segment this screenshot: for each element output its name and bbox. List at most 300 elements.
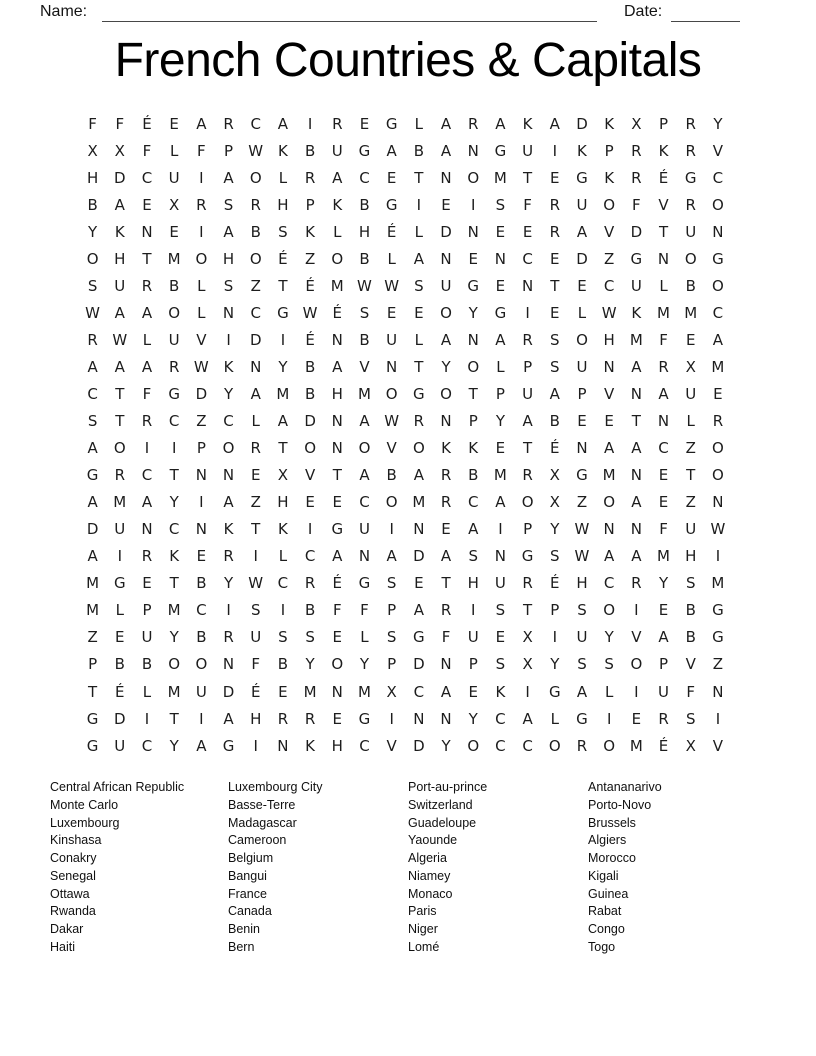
word-list-item: Congo (588, 922, 625, 936)
grid-letter: E (550, 168, 560, 187)
grid-letter: R (468, 114, 479, 133)
grid-letter: R (413, 412, 425, 431)
grid-letter: R (549, 222, 560, 241)
word-column (50, 779, 184, 957)
grid-letter: P (387, 601, 397, 620)
grid-letter: T (278, 276, 288, 295)
grid-letter: L (414, 114, 424, 133)
grid-letter: P (142, 601, 152, 620)
grid-letter: E (250, 466, 261, 485)
grid-letter: A (250, 384, 261, 403)
word-list-item: Monte Carlo (50, 797, 119, 812)
grid-letter: O (249, 249, 262, 268)
grid-letter: G (494, 303, 507, 322)
grid-letter: O (168, 655, 181, 674)
grid-letter: A (114, 195, 125, 214)
grid-letter: N (440, 412, 452, 431)
grid-letter: I (389, 709, 394, 728)
grid-letter: É (142, 114, 152, 133)
grid-letter: M (711, 357, 725, 376)
grid-letter: I (525, 682, 530, 701)
grid-letter: D (114, 168, 126, 187)
grid-letter: X (685, 357, 696, 376)
grid-letter: B (359, 195, 370, 214)
grid-letter: S (550, 547, 560, 566)
grid-letter: N (467, 141, 479, 160)
grid-letter: H (576, 574, 588, 593)
grid-letter: Y (441, 357, 451, 376)
grid-letter: B (386, 466, 397, 485)
grid-letter: E (142, 195, 152, 214)
grid-letter: N (358, 547, 371, 566)
grid-letter: B (304, 357, 316, 376)
grid-letter: P (387, 655, 397, 674)
grid-letter: E (495, 628, 506, 647)
grid-letter: O (548, 736, 561, 755)
grid-letter: N (657, 412, 670, 431)
grid-letter: A (141, 357, 153, 376)
grid-letter: U (114, 520, 126, 539)
grid-letter: R (631, 168, 642, 187)
grid-letter: E (386, 303, 397, 322)
grid-letter: T (115, 384, 125, 403)
grid-letter: I (471, 195, 476, 214)
grid-letter: R (114, 466, 125, 485)
grid-letter: R (522, 466, 533, 485)
grid-letter: E (495, 222, 506, 241)
grid-letter: E (550, 249, 560, 268)
grid-letter: E (278, 682, 288, 701)
grid-letter: E (604, 412, 614, 431)
grid-letter: E (332, 493, 343, 512)
word-list-item: Morocco (588, 851, 636, 865)
grid-letter: F (441, 628, 451, 647)
grid-letter: O (603, 493, 616, 512)
word-list-item: Kigali (588, 868, 619, 883)
grid-letter: C (603, 574, 615, 593)
grid-letter: D (195, 384, 208, 403)
grid-letter: N (141, 520, 153, 539)
grid-letter: R (440, 466, 452, 485)
grid-letter: Z (712, 655, 724, 674)
grid-letter: G (113, 574, 126, 593)
grid-letter: I (634, 601, 639, 620)
grid-letter: A (223, 168, 234, 187)
grid-letter: A (277, 412, 289, 431)
grid-letter: G (222, 736, 235, 755)
grid-letter: K (522, 114, 533, 133)
grid-letter: E (441, 520, 451, 539)
grid-letter: T (686, 466, 696, 485)
grid-letter: W (302, 303, 318, 322)
grid-letter: I (715, 547, 721, 566)
grid-letter: M (357, 384, 371, 403)
grid-letter: E (142, 574, 152, 593)
grid-letter: U (658, 682, 670, 701)
grid-letter: P (468, 655, 478, 674)
grid-letter: K (441, 439, 451, 458)
grid-letter: U (114, 276, 126, 295)
grid-letter: A (604, 547, 615, 566)
grid-letter: E (522, 222, 533, 241)
grid-letter: É (305, 330, 315, 349)
grid-letter: X (549, 493, 560, 512)
grid-letter: B (87, 195, 98, 214)
grid-letter: M (684, 303, 698, 322)
grid-letter: B (250, 222, 261, 241)
grid-letter: U (685, 520, 697, 539)
grid-letter: M (167, 682, 181, 701)
date-blank-line (671, 1, 740, 22)
grid-letter: H (331, 384, 343, 403)
grid-letter: H (222, 249, 235, 268)
grid-letter: W (193, 357, 209, 376)
grid-letter: K (114, 222, 125, 241)
grid-letter: B (304, 601, 316, 620)
grid-letter: N (657, 249, 670, 268)
grid-letter: N (331, 412, 343, 431)
grid-letter: E (414, 574, 424, 593)
grid-letter: X (522, 628, 533, 647)
word-list-item: Niger (408, 922, 438, 936)
grid-letter: R (87, 330, 98, 349)
grid-letter: B (277, 655, 289, 674)
grid-letter: C (712, 168, 724, 187)
grid-letter: B (359, 249, 370, 268)
grid-letter: G (385, 114, 398, 133)
grid-letter: U (685, 222, 697, 241)
grid-letter: H (277, 195, 289, 214)
grid-letter: E (468, 682, 478, 701)
word-list-item: Brussels (588, 815, 636, 830)
grid-letter: H (467, 574, 479, 593)
grid-letter: Y (223, 384, 234, 403)
grid-letter: D (413, 655, 425, 674)
grid-letter: R (549, 195, 560, 214)
grid-letter: A (440, 547, 452, 566)
grid-letter: S (495, 601, 506, 620)
grid-letter: A (413, 601, 424, 620)
word-list-item: Algeria (408, 851, 447, 865)
grid-letter: U (576, 195, 588, 214)
grid-letter: L (333, 222, 342, 241)
grid-letter: I (171, 439, 177, 458)
grid-letter: G (413, 384, 425, 403)
grid-letter: K (577, 141, 587, 160)
grid-letter: R (332, 114, 343, 133)
grid-letter: C (304, 547, 316, 566)
grid-letter: S (359, 303, 370, 322)
grid-letter: R (576, 736, 588, 755)
grid-letter: S (550, 330, 560, 349)
grid-letter: É (386, 222, 397, 241)
grid-letter: O (249, 168, 262, 187)
word-list-item: Senegal (50, 868, 96, 883)
word-list-item: Yaounde (408, 833, 458, 848)
grid-letter: M (113, 493, 127, 512)
grid-letter: X (522, 655, 533, 674)
grid-letter: O (358, 439, 371, 458)
grid-letter: C (168, 412, 180, 431)
grid-letter: N (440, 168, 452, 187)
grid-letter: S (386, 628, 397, 647)
grid-letter: N (603, 357, 615, 376)
grid-letter: O (113, 439, 126, 458)
grid-letter: B (413, 141, 424, 160)
grid-letter: V (712, 141, 724, 160)
grid-letter: A (495, 493, 506, 512)
grid-letter: É (332, 303, 343, 322)
grid-letter: É (550, 574, 560, 593)
grid-letter: R (250, 439, 261, 458)
grid-letter: C (141, 736, 153, 755)
grid-letter: B (468, 466, 479, 485)
word-list-item: Port-au-prince (408, 780, 488, 794)
grid-letter: S (305, 628, 315, 647)
grid-letter: D (413, 547, 425, 566)
word-list-item: Bangui (228, 868, 267, 883)
grid-letter: L (251, 412, 260, 431)
grid-letter: E (577, 276, 587, 295)
grid-letter: E (631, 709, 642, 728)
grid-letter: G (86, 466, 99, 485)
grid-letter: Z (250, 276, 261, 295)
word-list-item: Canada (228, 904, 272, 919)
grid-letter: U (386, 330, 398, 349)
grid-letter: W (574, 547, 590, 566)
grid-letter: I (552, 141, 557, 160)
grid-letter: F (115, 114, 125, 133)
grid-letter: C (413, 682, 425, 701)
grid-letter: T (441, 574, 451, 593)
grid-letter: O (712, 276, 724, 295)
grid-letter: Y (713, 114, 723, 133)
grid-letter: A (413, 466, 424, 485)
grid-letter: B (196, 574, 207, 593)
grid-letter: G (413, 628, 425, 647)
grid-letter: I (634, 682, 639, 701)
grid-letter: A (196, 114, 207, 133)
word-list-item: Guadeloupe (408, 815, 477, 830)
grid-letter: R (304, 168, 316, 187)
grid-letter: C (495, 736, 506, 755)
grid-letter: B (304, 141, 316, 160)
grid-letter: D (249, 330, 262, 349)
grid-letter: F (686, 682, 696, 701)
grid-letter: T (88, 682, 98, 701)
grid-letter: T (169, 466, 179, 485)
grid-letter: V (386, 439, 397, 458)
grid-letter: U (522, 384, 534, 403)
grid-letter: O (331, 655, 344, 674)
grid-letter: R (522, 574, 533, 593)
grid-letter: B (304, 384, 316, 403)
grid-letter: X (114, 141, 125, 160)
grid-letter: É (550, 439, 560, 458)
grid-letter: H (685, 547, 697, 566)
grid-letter: P (604, 141, 614, 160)
word-list-item: Central African Republic (50, 780, 185, 794)
grid-letter: S (604, 655, 614, 674)
word-list-item: Madagascar (228, 815, 297, 830)
grid-letter: A (141, 303, 153, 322)
grid-letter: L (142, 682, 152, 701)
word-column (228, 779, 323, 957)
grid-letter: N (576, 439, 588, 458)
grid-letter: G (712, 628, 724, 647)
grid-letter: O (412, 439, 425, 458)
grid-letter: G (712, 249, 724, 268)
grid-letter: V (386, 736, 397, 755)
grid-letter: Z (87, 628, 98, 647)
grid-letter: E (495, 439, 506, 458)
grid-letter: N (413, 520, 425, 539)
grid-letter: M (276, 384, 290, 403)
grid-letter: F (659, 520, 668, 539)
word-list-item: Monaco (408, 886, 453, 901)
grid-letter: V (631, 628, 642, 647)
grid-letter: N (331, 682, 343, 701)
grid-letter: X (87, 141, 98, 160)
grid-letter: I (199, 222, 204, 241)
grid-letter: G (168, 384, 180, 403)
grid-letter: B (196, 628, 207, 647)
grid-letter: M (657, 303, 670, 322)
grid-letter: T (332, 466, 342, 485)
grid-letter: K (305, 736, 316, 755)
grid-letter: M (657, 547, 670, 566)
name-blank-line (102, 1, 597, 22)
grid-letter: É (305, 276, 315, 295)
grid-letter: É (332, 574, 343, 593)
grid-letter: N (712, 682, 724, 701)
grid-letter: E (441, 195, 451, 214)
grid-letter: I (280, 330, 286, 349)
grid-letter: G (358, 141, 371, 160)
grid-letter: D (576, 249, 588, 268)
word-list-item: Switzerland (408, 797, 473, 812)
grid-letter: D (630, 222, 643, 241)
grid-letter: N (630, 520, 642, 539)
grid-letter: D (413, 736, 425, 755)
grid-letter: K (631, 303, 642, 322)
grid-letter: U (685, 384, 697, 403)
grid-letter: A (440, 114, 452, 133)
grid-letter: L (360, 628, 369, 647)
grid-letter: E (685, 330, 696, 349)
grid-letter: G (576, 466, 588, 485)
grid-letter: R (277, 709, 289, 728)
grid-letter: F (88, 114, 97, 133)
grid-letter: N (630, 466, 642, 485)
grid-letter: F (197, 141, 206, 160)
grid-letter: T (523, 168, 533, 187)
grid-letter: R (440, 601, 452, 620)
grid-letter: O (576, 330, 588, 349)
grid-letter: M (86, 574, 100, 593)
grid-letter: D (304, 412, 316, 431)
grid-letter: S (685, 574, 696, 593)
grid-letter: Y (169, 628, 179, 647)
grid-letter: S (87, 412, 98, 431)
grid-letter: U (440, 276, 452, 295)
grid-letter: E (196, 547, 207, 566)
grid-letter: R (141, 276, 153, 295)
grid-letter: U (358, 520, 370, 539)
grid-letter: W (248, 141, 264, 160)
grid-letter: Y (278, 357, 288, 376)
grid-letter: P (88, 655, 98, 674)
grid-letter: C (87, 384, 98, 403)
grid-letter: L (659, 276, 668, 295)
grid-letter: R (223, 114, 234, 133)
grid-letter: U (522, 141, 534, 160)
word-list-item: Niamey (408, 868, 451, 883)
word-list-item: Rabat (588, 904, 622, 919)
word-column (588, 779, 662, 957)
grid-letter: T (115, 412, 125, 431)
grid-letter: P (659, 114, 669, 133)
grid-letter: S (495, 655, 506, 674)
grid-letter: N (521, 276, 534, 295)
grid-letter: A (549, 114, 560, 133)
grid-letter: R (685, 141, 696, 160)
grid-letter: M (629, 736, 643, 755)
grid-letter: É (115, 682, 125, 701)
grid-letter: L (550, 709, 559, 728)
grid-letter: Z (304, 249, 316, 268)
grid-letter: S (685, 709, 696, 728)
grid-letter: L (577, 303, 587, 322)
grid-letter: C (522, 249, 533, 268)
grid-letter: C (522, 736, 533, 755)
grid-letter: M (602, 466, 616, 485)
grid-letter: A (223, 493, 234, 512)
grid-letter: M (167, 601, 181, 620)
grid-letter: Y (468, 709, 478, 728)
grid-letter: Y (305, 655, 315, 674)
grid-letter: P (305, 195, 315, 214)
grid-letter: G (331, 520, 344, 539)
grid-letter: O (304, 439, 316, 458)
grid-letter: A (631, 547, 642, 566)
grid-letter: O (86, 249, 99, 268)
grid-letter: K (223, 520, 234, 539)
grid-letter: N (603, 520, 615, 539)
grid-letter: G (576, 168, 588, 187)
grid-letter: U (576, 628, 588, 647)
grid-letter: R (685, 195, 696, 214)
grid-letter: F (523, 195, 532, 214)
grid-letter: P (495, 384, 505, 403)
grid-letter: G (684, 168, 697, 187)
grid-letter: Z (685, 439, 696, 458)
grid-letter: N (440, 655, 452, 674)
grid-letter: É (658, 168, 669, 187)
grid-letter: N (413, 709, 425, 728)
grid-letter: L (686, 412, 695, 431)
grid-letter: T (550, 276, 560, 295)
word-list-item: Haiti (50, 939, 76, 954)
grid-letter: M (629, 330, 643, 349)
word-list-item: Kinshasa (50, 833, 102, 848)
grid-letter: G (385, 195, 398, 214)
grid-letter: I (199, 168, 204, 187)
grid-letter: H (114, 249, 126, 268)
grid-letter: U (494, 574, 506, 593)
grid-letter: N (467, 222, 479, 241)
grid-letter: C (196, 601, 207, 620)
